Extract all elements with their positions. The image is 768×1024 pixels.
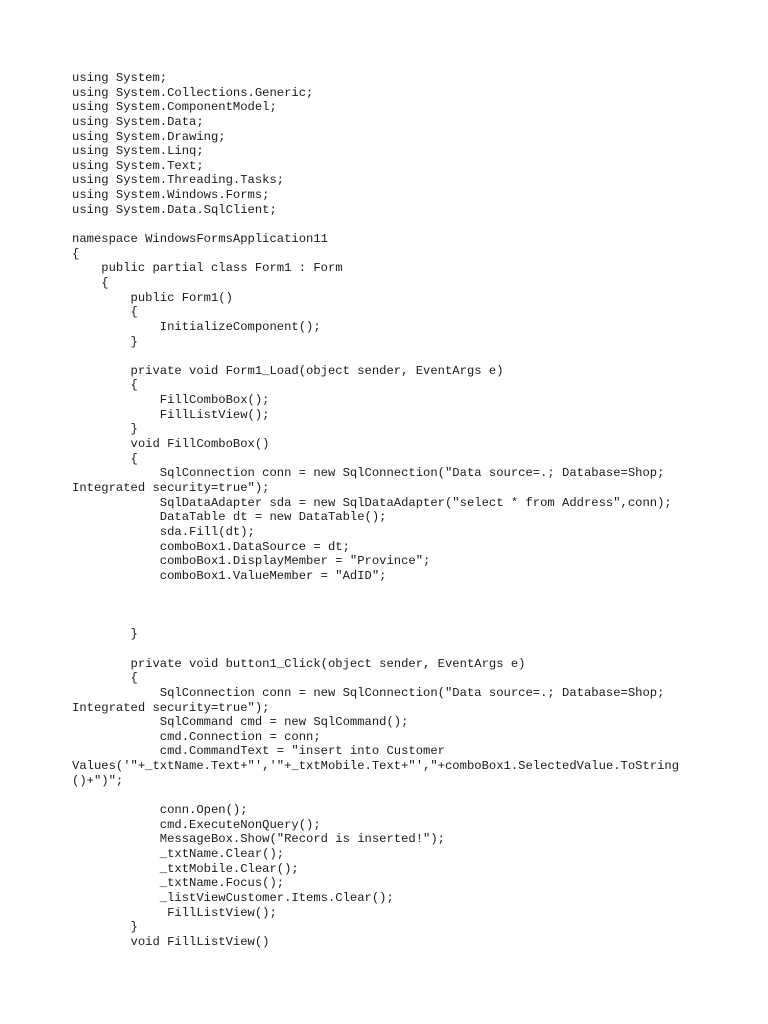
code-line: SqlConnection conn = new SqlConnection("Data source=.; Database=Shop; (72, 685, 665, 700)
code-line: comboBox1.DataSource = dt; (72, 539, 350, 554)
code-line: using System.Data.SqlClient; (72, 202, 277, 217)
code-line: ()+")"; (72, 773, 124, 788)
code-line: { (72, 246, 80, 261)
code-line: FillListView(); (72, 407, 270, 422)
code-line: void FillListView() (72, 934, 270, 949)
code-line: private void button1_Click(object sender, EventArgs e) (72, 656, 526, 671)
code-line: InitializeComponent(); (72, 319, 321, 334)
code-line: comboBox1.ValueMember = "AdID"; (72, 568, 387, 583)
code-line: } (72, 334, 138, 349)
code-line: using System.Data; (72, 114, 204, 129)
code-line: { (72, 305, 138, 320)
code-line (72, 613, 752, 628)
code-listing (72, 71, 752, 949)
code-line: namespace WindowsFormsApplication11 (72, 232, 328, 247)
code-line: SqlConnection conn = new SqlConnection("Data source=.; Database=Shop; (72, 466, 665, 481)
code-line: } (72, 920, 138, 935)
code-line (72, 788, 752, 803)
code-line: using System.ComponentModel; (72, 100, 277, 115)
code-line (72, 583, 752, 598)
code-line: conn.Open(); (72, 803, 248, 818)
code-line: Values('"+_txtName.Text+"','"+_txtMobile.Text+"',"+comboBox1.SelectedValue.ToString (72, 759, 680, 774)
code-line: cmd.ExecuteNonQuery(); (72, 817, 321, 832)
code-line: _txtMobile.Clear(); (72, 861, 299, 876)
code-line: _listViewCustomer.Items.Clear(); (72, 890, 394, 905)
code-line: using System.Drawing; (72, 129, 226, 144)
code-line: { (72, 671, 138, 686)
code-line: cmd.CommandText = "insert into Customer (72, 744, 445, 759)
code-line: public partial class Form1 : Form (72, 261, 343, 276)
code-line: sda.Fill(dt); (72, 524, 255, 539)
code-line: cmd.Connection = conn; (72, 729, 321, 744)
code-line: using System.Windows.Forms; (72, 188, 270, 203)
code-line: public Form1() (72, 290, 233, 305)
code-line (72, 349, 752, 364)
code-line: using System; (72, 71, 168, 85)
code-line: comboBox1.DisplayMember = "Province"; (72, 554, 431, 569)
code-line: using System.Text; (72, 158, 204, 173)
code-line: Integrated security=true"); (72, 700, 270, 715)
code-line: { (72, 378, 138, 393)
code-line: using System.Collections.Generic; (72, 85, 314, 100)
code-line: } (72, 627, 138, 642)
code-line: void FillComboBox() (72, 437, 270, 452)
code-line: SqlDataAdapter sda = new SqlDataAdapter("select * from Address",conn); (72, 495, 672, 510)
code-line: } (72, 422, 138, 437)
code-line: { (72, 275, 109, 290)
code-line: SqlCommand cmd = new SqlCommand(); (72, 715, 409, 730)
code-line: _txtName.Clear(); (72, 846, 285, 861)
code-line (72, 598, 752, 613)
code-line: _txtName.Focus(); (72, 876, 285, 891)
code-line: using System.Threading.Tasks; (72, 173, 285, 188)
code-line (72, 217, 752, 232)
code-line: private void Form1_Load(object sender, EventArgs e) (72, 363, 504, 378)
code-line: MessageBox.Show("Record is inserted!"); (72, 832, 445, 847)
code-line: using System.Linq; (72, 144, 204, 159)
code-line: FillComboBox(); (72, 393, 270, 408)
code-line: { (72, 451, 138, 466)
code-line: Integrated security=true"); (72, 480, 270, 495)
code-line: DataTable dt = new DataTable(); (72, 510, 387, 525)
code-line (72, 642, 752, 657)
code-line: FillListView(); (72, 905, 277, 920)
